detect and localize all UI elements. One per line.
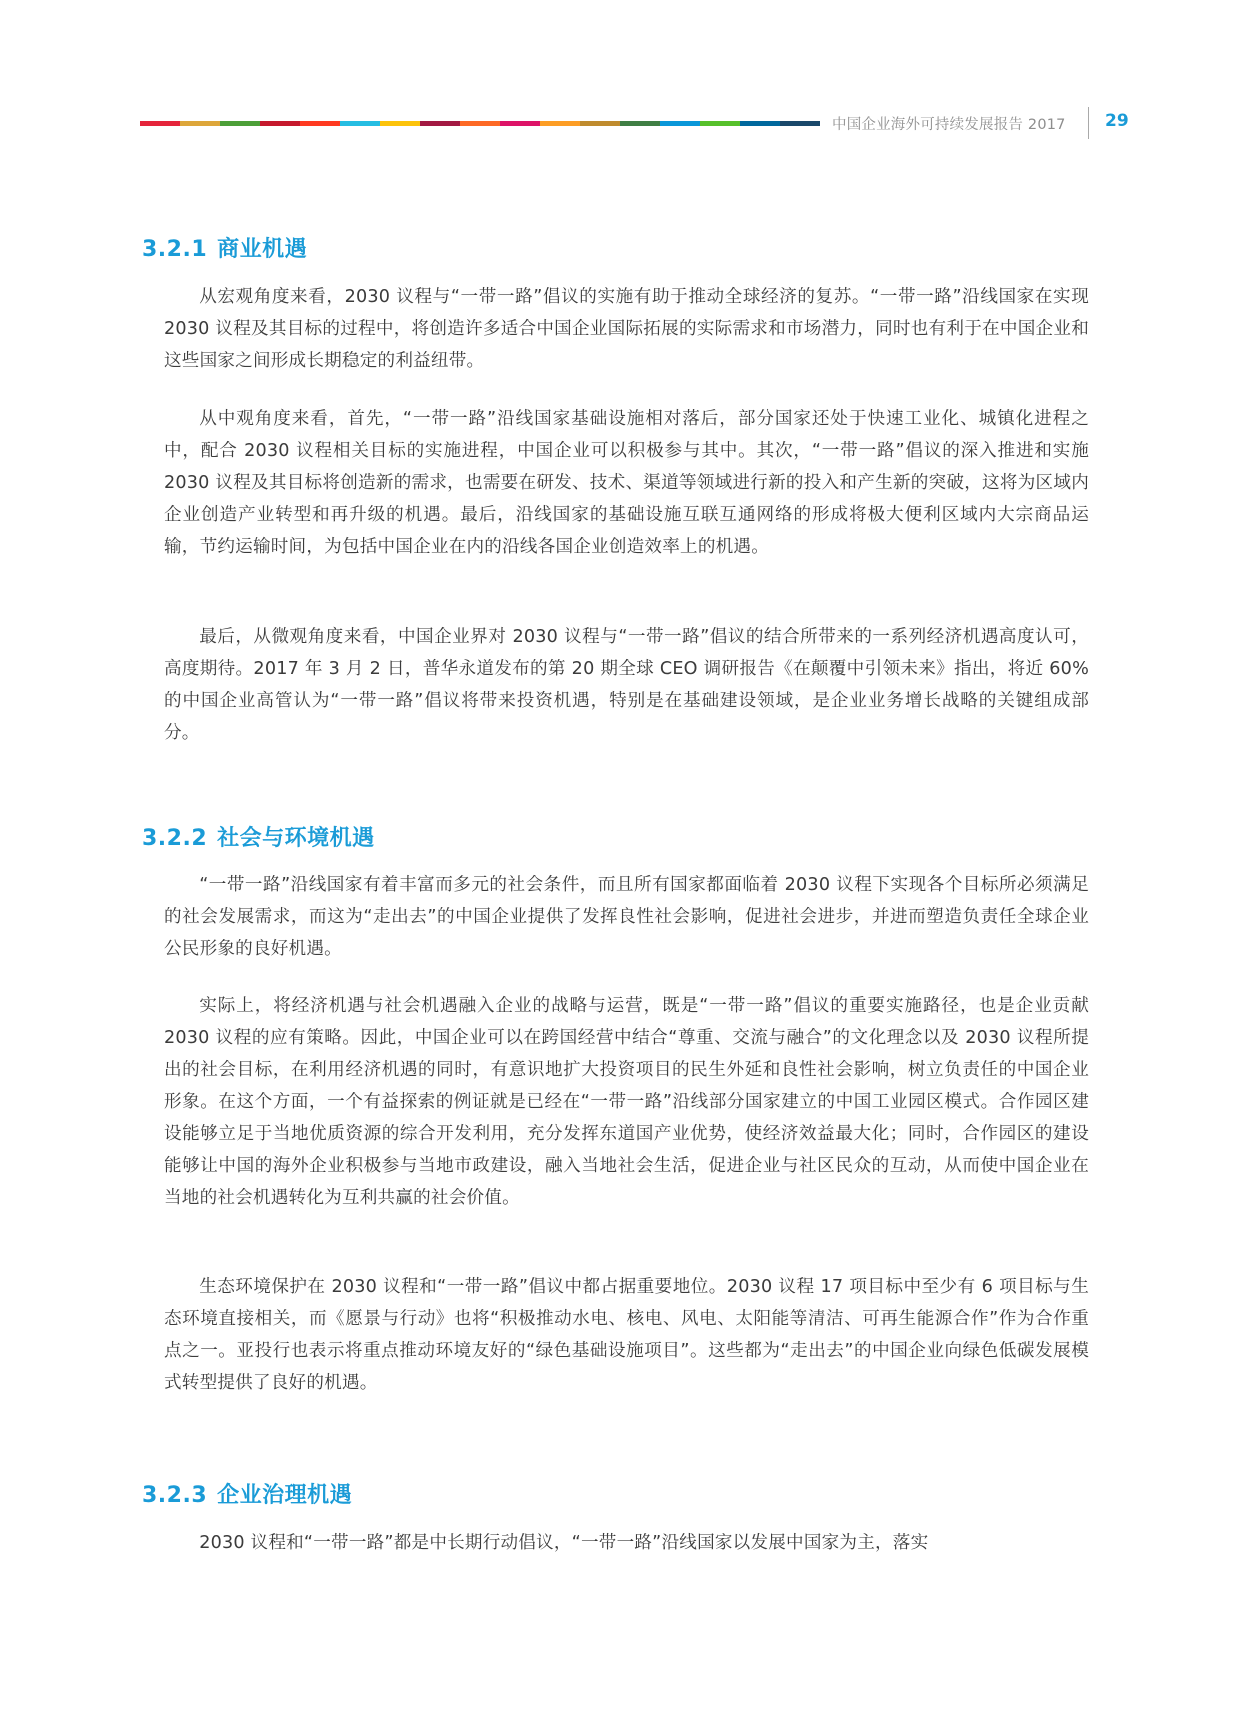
paragraph: “一带一路”沿线国家有着丰富而多元的社会条件，而且所有国家都面临着 2030 议程下实现各个目标所必须满足的社会发展需求，而这为“走出去”的中国企业提供了发挥良性社会影响，促进社会进步，并进而塑造负责任全球企业公民形象的良好机遇。 — [164, 875, 1089, 959]
paragraph: 实际上，将经济机遇与社会机遇融入企业的战略与运营，既是“一带一路”倡议的重要实施路径，也是企业贡献 2030 议程的应有策略。因此，中国企业可以在跨国经营中结合“尊重、交流与融合”的文化理念以及 2030 议程所提出的社会目标，在利用经济机遇的同时，有意识地扩大投资项目的民生外延和良性社会影响，树立负责任的中国企业形象。在这个方面，一个有益探索的例证就是已经在“一带一路”沿线部分国家建立的中国工业园区模式。合作园区建设能够立足于当地优质资源的综合开发利用，充分发挥东道国产业优势，使经济效益最大化；同时，合作园区的建设能够让中国的海外企业积极参与当地市政建设，融入当地社会生活，促进企业与社区民众的互动，从而使中国企业在当地的社会机遇转化为互利共赢的社会价值。 — [164, 996, 1089, 1208]
section-title: 企业治理机遇 — [217, 1483, 353, 1508]
color-segment — [500, 121, 540, 126]
color-segment — [700, 121, 740, 126]
color-segment — [420, 121, 460, 126]
page-number: 29 — [1105, 111, 1129, 131]
section-number: 3.2.1 — [142, 237, 208, 262]
color-segment — [140, 121, 180, 126]
paragraph: 生态环境保护在 2030 议程和“一带一路”倡议中都占据重要地位。2030 议程 17 项目标中至少有 6 项目标与生态环境直接相关，而《愿景与行动》也将“积极推动水电、核电、风电、太阳能等清洁、可再生能源合作”作为合作重点之一。亚投行也表示将重点推动环境友好的“绿色基础设施项目”。这些都为“走出去”的中国企业向绿色低碳发展模式转型提供了良好的机遇。 — [164, 1277, 1089, 1393]
paragraph: 最后，从微观角度来看，中国企业界对 2030 议程与“一带一路”倡议的结合所带来的一系列经济机遇高度认可，高度期待。2017 年 3 月 2 日，普华永道发布的第 20 期全球 CEO 调研报告《在颠覆中引领未来》指出，将近 60% 的中国企业高管认为“一带一路”倡议将带来投资机遇，特别是在基础建设领域，是企业业务增长战略的关键组成部分。 — [164, 627, 1089, 743]
color-segment — [380, 121, 420, 126]
section-number: 3.2.3 — [142, 1483, 208, 1508]
color-segment — [460, 121, 500, 126]
color-segment — [260, 121, 300, 126]
report-title: 中国企业海外可持续发展报告 2017 — [832, 117, 1066, 133]
header-divider — [1088, 107, 1089, 139]
section-heading-3-2-1 — [142, 232, 307, 263]
section-number: 3.2.2 — [142, 826, 208, 851]
paragraph: 从宏观角度来看，2030 议程与“一带一路”倡议的实施有助于推动全球经济的复苏。“一带一路”沿线国家在实现 2030 议程及其目标的过程中，将创造许多适合中国企业国际拓展的实际需求和市场潜力，同时也有利于在中国企业和这些国家之间形成长期稳定的利益纽带。 — [164, 287, 1089, 371]
section-title: 商业机遇 — [217, 237, 308, 262]
color-segment — [300, 121, 340, 126]
color-segment — [660, 121, 700, 126]
color-segment — [580, 121, 620, 126]
sdg-color-bar — [140, 121, 820, 126]
paragraph: 2030 议程和“一带一路”都是中长期行动倡议，“一带一路”沿线国家以发展中国家为主，落实 — [199, 1533, 929, 1553]
section-title: 社会与环境机遇 — [217, 826, 375, 851]
color-segment — [340, 121, 380, 126]
color-segment — [220, 121, 260, 126]
color-segment — [540, 121, 580, 126]
color-segment — [780, 121, 820, 126]
color-segment — [620, 121, 660, 126]
color-segment — [740, 121, 780, 126]
paragraph: 从中观角度来看，首先，“一带一路”沿线国家基础设施相对落后，部分国家还处于快速工业化、城镇化进程之中，配合 2030 议程相关目标的实施进程，中国企业可以积极参与其中。其次，“一带一路”倡议的深入推进和实施 2030 议程及其目标将创造新的需求，也需要在研发、技术、渠道等领域进行新的投入和产生新的突破，这将为区域内企业创造产业转型和再升级的机遇。最后，沿线国家的基础设施互联互通网络的形成将极大便利区域内大宗商品运输，节约运输时间，为包括中国企业在内的沿线各国企业创造效率上的机遇。 — [164, 409, 1089, 557]
color-segment — [180, 121, 220, 126]
page-header — [140, 111, 1130, 137]
section-heading-3-2-3 — [142, 1478, 352, 1509]
section-heading-3-2-2 — [142, 821, 375, 852]
